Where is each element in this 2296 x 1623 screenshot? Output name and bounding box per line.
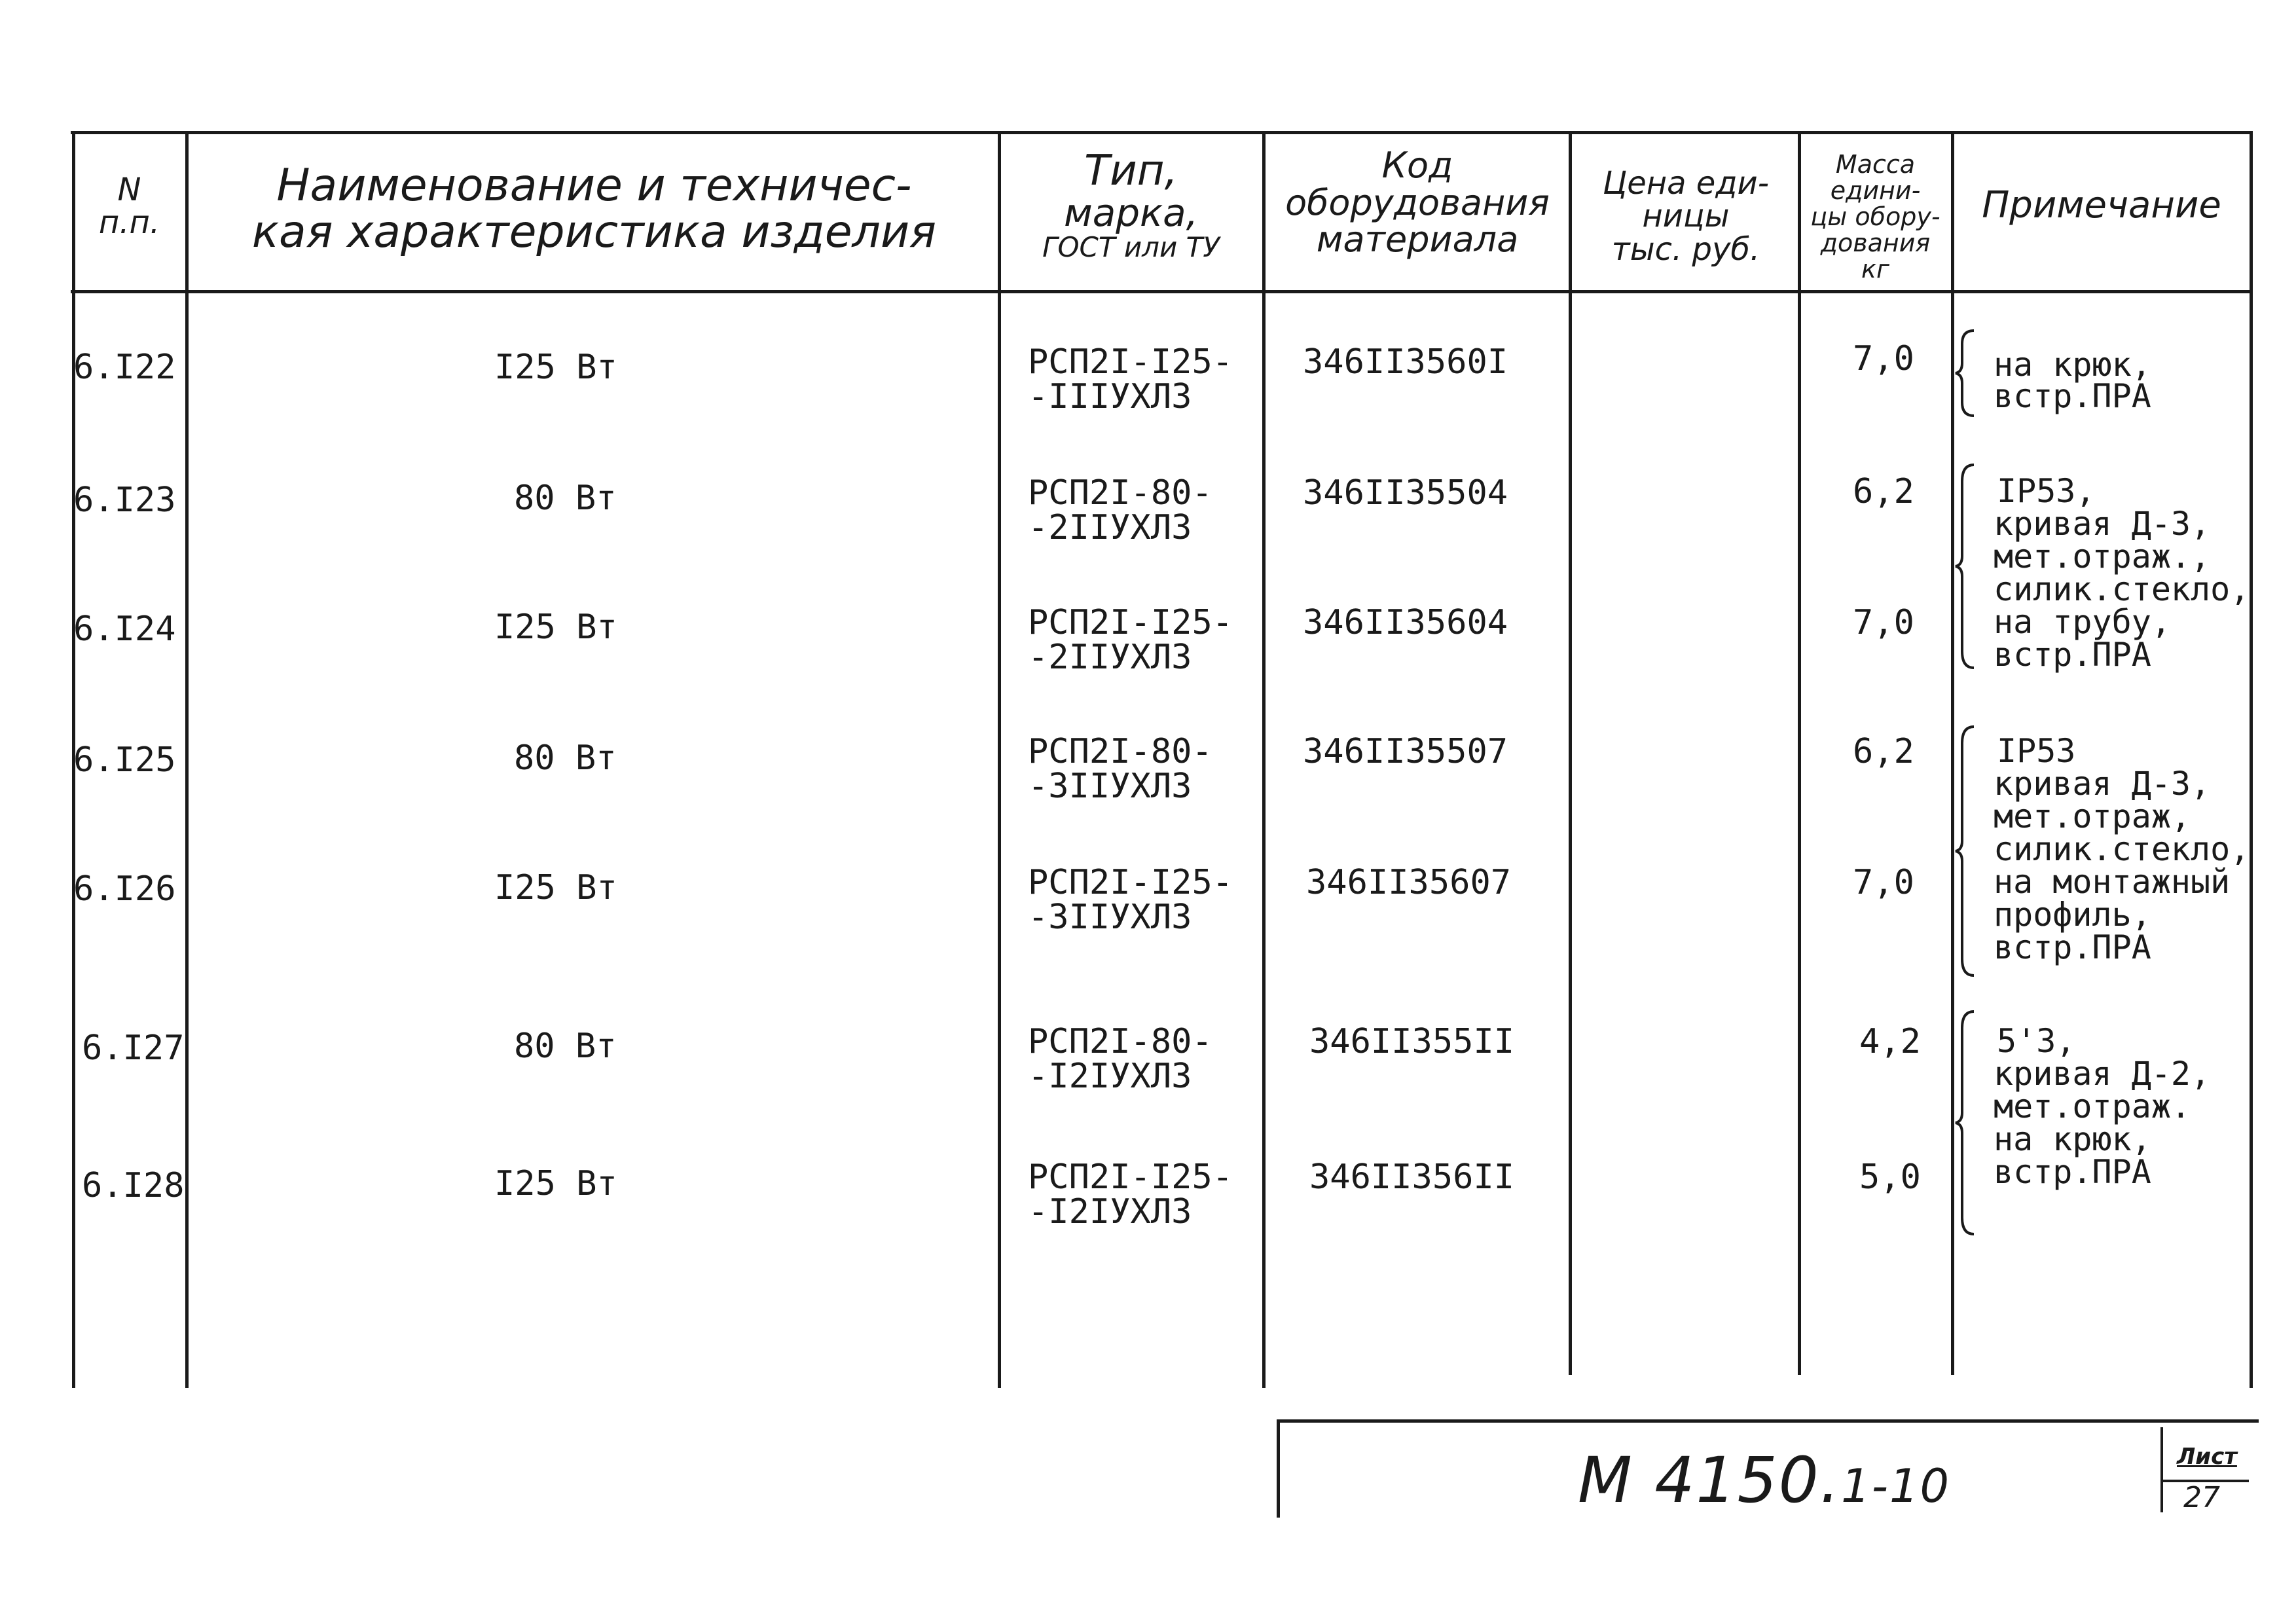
header-price-line2: ницы bbox=[1642, 198, 1730, 235]
note-line: встр.ПРА bbox=[1994, 377, 2151, 415]
row-type-line1: РСП2I-I25- bbox=[1028, 863, 1233, 902]
note-line: профиль, bbox=[1994, 896, 2151, 934]
row-name: I25 Вт bbox=[494, 868, 617, 907]
header-mass-line1: Масса bbox=[1835, 150, 1916, 179]
row-mass: 6,2 bbox=[1853, 472, 1914, 511]
header-num-line1: N bbox=[117, 172, 141, 208]
note-line: силик.стекло, bbox=[1994, 570, 2250, 608]
row-name: I25 Вт bbox=[494, 1164, 617, 1203]
row-number: 6.I24 bbox=[73, 610, 176, 649]
note-line: на крюк, bbox=[1994, 1120, 2151, 1158]
row-type-line2: -IIIУХЛ3 bbox=[1028, 377, 1192, 416]
document-code bbox=[1578, 1444, 1950, 1517]
row-type-line2: -3IIУХЛ3 bbox=[1028, 898, 1192, 937]
column-divider-code bbox=[1262, 131, 1266, 1388]
row-code: 346II355II bbox=[1309, 1022, 1515, 1061]
header-mass-line3: цы обору- bbox=[1810, 202, 1941, 231]
row-mass: 7,0 bbox=[1853, 603, 1914, 642]
note-line: мет.отраж, bbox=[1994, 797, 2191, 835]
header-bottom-border bbox=[71, 290, 2251, 293]
header-note bbox=[1958, 184, 2246, 227]
header-type-line1: Тип, bbox=[1084, 147, 1178, 195]
header-name bbox=[196, 160, 992, 259]
note-line: мет.отраж. bbox=[1994, 1087, 2191, 1125]
row-code: 346II35507 bbox=[1303, 732, 1508, 771]
row-type-line2: -2IIУХЛ3 bbox=[1028, 508, 1192, 547]
note-line: на крюк, bbox=[1994, 346, 2151, 384]
header-type bbox=[1005, 149, 1257, 262]
header-num-line2: п.п. bbox=[98, 204, 160, 242]
row-code: 346II35607 bbox=[1306, 863, 1512, 902]
row-type-line2: -I2IУХЛ3 bbox=[1028, 1192, 1192, 1231]
header-price bbox=[1578, 167, 1794, 266]
note-line: силик.стекло, bbox=[1994, 830, 2250, 868]
header-price-line3: тыс. руб. bbox=[1611, 230, 1760, 268]
table-right-border bbox=[2250, 131, 2253, 1388]
note-line: на трубу, bbox=[1994, 603, 2171, 641]
document-code-main: М 4150. bbox=[1578, 1444, 1842, 1517]
row-code: 346II3560I bbox=[1303, 342, 1508, 382]
note-line: на монтажный bbox=[1994, 863, 2231, 901]
row-mass: 7,0 bbox=[1853, 339, 1914, 378]
header-mass-line2: едини- bbox=[1830, 175, 1921, 205]
header-code-line2: оборудования bbox=[1285, 181, 1550, 223]
document-code-sub: 1-10 bbox=[1841, 1459, 1951, 1513]
column-divider-type bbox=[998, 131, 1001, 1388]
note-line: встр.ПРА bbox=[1994, 636, 2151, 674]
note-line: IP53, bbox=[1997, 472, 2096, 510]
note-line: кривая Д-3, bbox=[1994, 505, 2211, 543]
header-name-line2: кая характеристика изделия bbox=[251, 206, 937, 259]
row-type-line1: РСП2I-I25- bbox=[1028, 1158, 1233, 1197]
header-code-line1: Код bbox=[1381, 145, 1453, 186]
row-type-line2: -3IIУХЛ3 bbox=[1028, 767, 1192, 806]
note-line: 5'3, bbox=[1997, 1022, 2076, 1060]
row-name: 80 Вт bbox=[514, 739, 617, 778]
note-line: кривая Д-2, bbox=[1994, 1055, 2211, 1093]
header-mass-line5: кг bbox=[1861, 254, 1889, 283]
row-number: 6.I26 bbox=[73, 869, 176, 909]
sheet-label: Лист bbox=[2177, 1444, 2237, 1470]
header-type-line2: марка, bbox=[1063, 191, 1199, 236]
row-name: I25 Вт bbox=[494, 608, 617, 647]
header-code bbox=[1267, 147, 1568, 259]
stamp-top-border bbox=[1277, 1419, 2259, 1423]
note-brace-4 bbox=[1954, 1008, 1980, 1237]
note-brace-3 bbox=[1954, 723, 1980, 979]
column-divider-mass bbox=[1798, 131, 1801, 1375]
note-line: встр.ПРА bbox=[1994, 928, 2151, 966]
row-name: I25 Вт bbox=[494, 348, 617, 387]
header-note-text: Примечание bbox=[1982, 184, 2221, 227]
row-type-line1: РСП2I-I25- bbox=[1028, 603, 1233, 642]
note-line: встр.ПРА bbox=[1994, 1153, 2151, 1191]
row-name: 80 Вт bbox=[514, 479, 617, 518]
row-type-line1: РСП2I-80- bbox=[1028, 732, 1212, 771]
header-type-line3: ГОСТ или ТУ bbox=[1042, 231, 1220, 264]
header-name-line1: Наименование и техничес- bbox=[276, 160, 912, 211]
row-type-line1: РСП2I-80- bbox=[1028, 1022, 1212, 1061]
header-price-line1: Цена еди- bbox=[1602, 165, 1770, 202]
column-divider-name bbox=[185, 131, 189, 1388]
row-mass: 4,2 bbox=[1859, 1022, 1921, 1061]
row-mass: 7,0 bbox=[1853, 863, 1914, 902]
header-mass-line4: дования bbox=[1820, 228, 1931, 257]
note-line: IP53 bbox=[1997, 732, 2076, 770]
row-number: 6.I28 bbox=[82, 1166, 185, 1205]
row-number: 6.I27 bbox=[82, 1029, 185, 1068]
note-brace-2 bbox=[1954, 462, 1980, 671]
row-type-line1: РСП2I-80- bbox=[1028, 473, 1212, 513]
row-name: 80 Вт bbox=[514, 1027, 617, 1066]
row-code: 346II356II bbox=[1309, 1158, 1515, 1197]
stamp-left-border bbox=[1277, 1419, 1280, 1518]
row-mass: 5,0 bbox=[1859, 1158, 1921, 1197]
header-num bbox=[75, 173, 183, 240]
column-divider-price bbox=[1569, 131, 1572, 1375]
table-top-border bbox=[71, 131, 2251, 134]
row-type-line2: -2IIУХЛ3 bbox=[1028, 638, 1192, 677]
note-brace-1 bbox=[1954, 327, 1980, 419]
row-type-line1: РСП2I-I25- bbox=[1028, 342, 1233, 382]
stamp-sheet-divider bbox=[2160, 1427, 2163, 1512]
row-number: 6.I23 bbox=[73, 481, 176, 520]
row-mass: 6,2 bbox=[1853, 732, 1914, 771]
row-number: 6.I25 bbox=[73, 740, 176, 780]
row-type-line2: -I2IУХЛ3 bbox=[1028, 1057, 1192, 1096]
note-line: кривая Д-3, bbox=[1994, 765, 2211, 803]
row-number: 6.I22 bbox=[73, 348, 176, 387]
note-line: мет.отраж., bbox=[1994, 538, 2211, 575]
row-code: 346II35504 bbox=[1303, 473, 1508, 513]
header-code-line3: материала bbox=[1316, 219, 1519, 261]
row-code: 346II35604 bbox=[1303, 603, 1508, 642]
header-mass bbox=[1802, 152, 1949, 282]
sheet-number: 27 bbox=[2183, 1481, 2220, 1514]
